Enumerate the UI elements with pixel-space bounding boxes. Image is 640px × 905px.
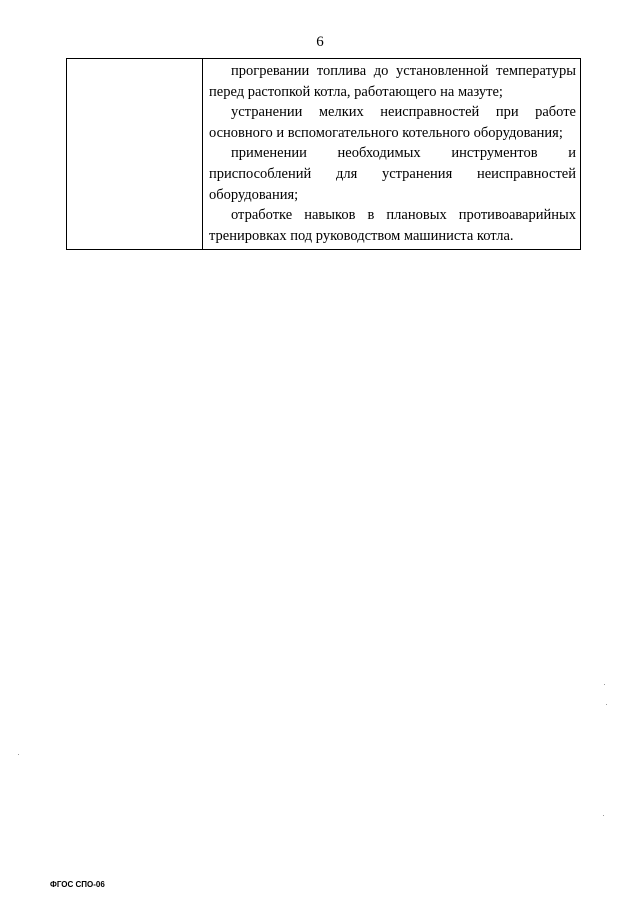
paragraph-emergency-drills: отработке навыков в плановых противоаварийных тренировках под руководством машиниста котла.: [209, 207, 576, 244]
page-number: 6: [316, 34, 324, 50]
scan-speck: [603, 815, 604, 816]
table-right-cell: [203, 59, 581, 250]
paragraph-fuel-heating: прогревании топлива до установленной температуры перед растопкой котла, работающего на мазуте;: [209, 63, 576, 100]
table-row: [67, 59, 581, 250]
content-table: [66, 58, 581, 250]
paragraph-minor-faults: устранении мелких неисправностей при работе основного и вспомогательного котельного оборудования;: [209, 104, 576, 141]
scan-speck: [606, 704, 607, 705]
table-left-cell: [67, 59, 203, 250]
scan-speck: [604, 684, 605, 685]
footer-document-code: ФГОС СПО-06: [50, 880, 105, 889]
paragraph-tools-usage: применении необходимых инструментов и приспособлений для устранения неисправностей оборудования;: [209, 145, 576, 203]
scan-speck: [18, 754, 19, 755]
